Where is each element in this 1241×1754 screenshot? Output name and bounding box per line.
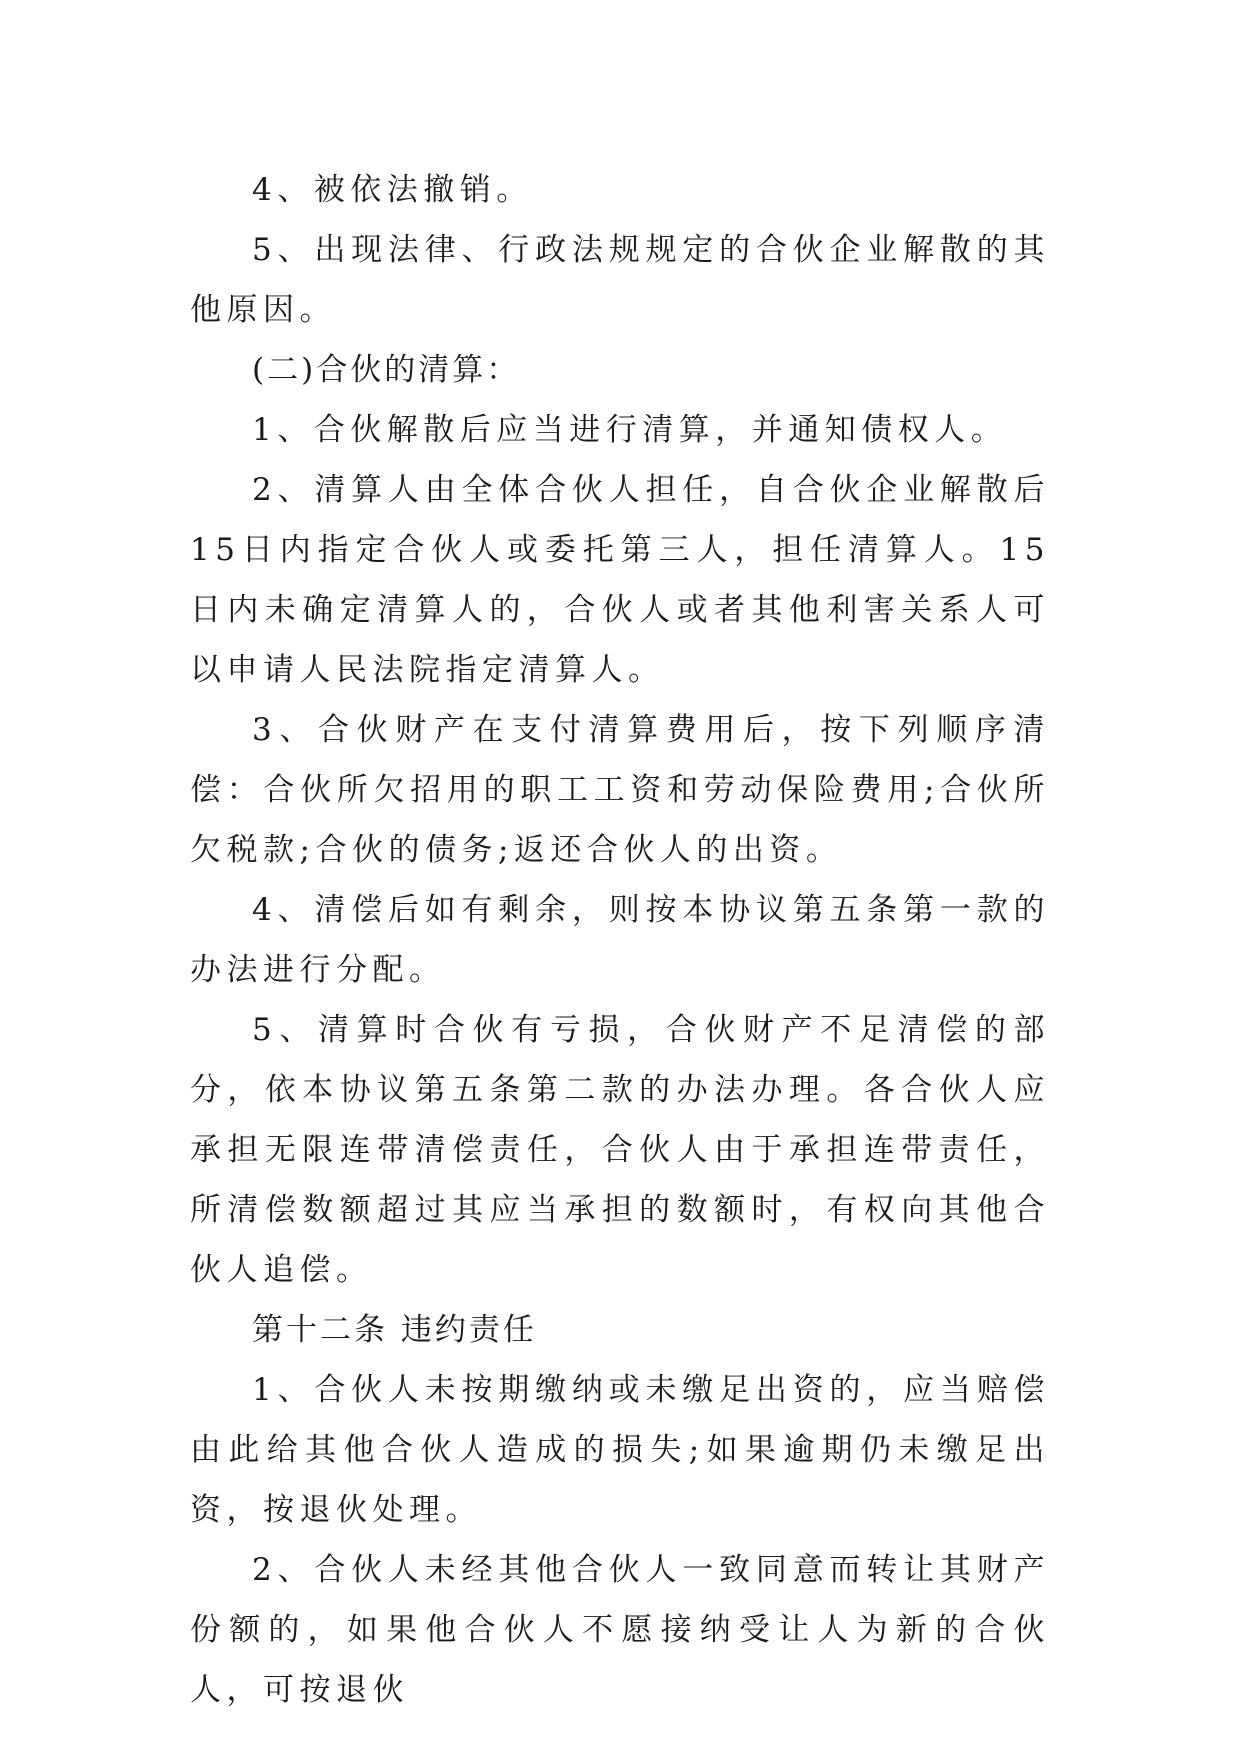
article-heading-liability: 第十二条 违约责任 <box>252 1312 537 1348</box>
paragraph-1: 4、被依法撤销。 <box>252 172 533 208</box>
paragraph-3: 1、合伙解散后应当进行清算，并通知债权人。 <box>252 412 1008 448</box>
paragraph-8: 1、合伙人未按期缴纳或未缴足出资的，应当赔偿由此给其他合伙人造成的损失;如果逾期仍未缴足出资，按退伙处理。 <box>190 1372 1050 1528</box>
paragraph-4: 2、清算人由全体合伙人担任，自合伙企业解散后15日内指定合伙人或委托第三人，担任清算人。15日内未确定清算人的，合伙人或者其他利害关系人可以申请人民法院指定清算人。 <box>190 472 1050 688</box>
document-page <box>190 160 1050 1720</box>
paragraph-7: 5、清算时合伙有亏损，合伙财产不足清偿的部分，依本协议第五条第二款的办法办理。各合伙人应承担无限连带清偿责任，合伙人由于承担连带责任，所清偿数额超过其应当承担的数额时，有权向其他合伙人追偿。 <box>190 1012 1050 1288</box>
paragraph-2: 5、出现法律、行政法规规定的合伙企业解散的其他原因。 <box>190 232 1050 328</box>
paragraph-9: 2、合伙人未经其他合伙人一致同意而转让其财产份额的，如果他合伙人不愿接纳受让人为新的合伙人，可按退伙 <box>190 1552 1050 1708</box>
paragraph-6: 4、清偿后如有剩余，则按本协议第五条第一款的办法进行分配。 <box>190 892 1050 988</box>
section-heading-liquidation: (二)合伙的清算： <box>252 352 521 388</box>
paragraph-5: 3、合伙财产在支付清算费用后，按下列顺序清偿：合伙所欠招用的职工工资和劳动保险费用;合伙所欠税款;合伙的债务;返还合伙人的出资。 <box>190 712 1050 868</box>
